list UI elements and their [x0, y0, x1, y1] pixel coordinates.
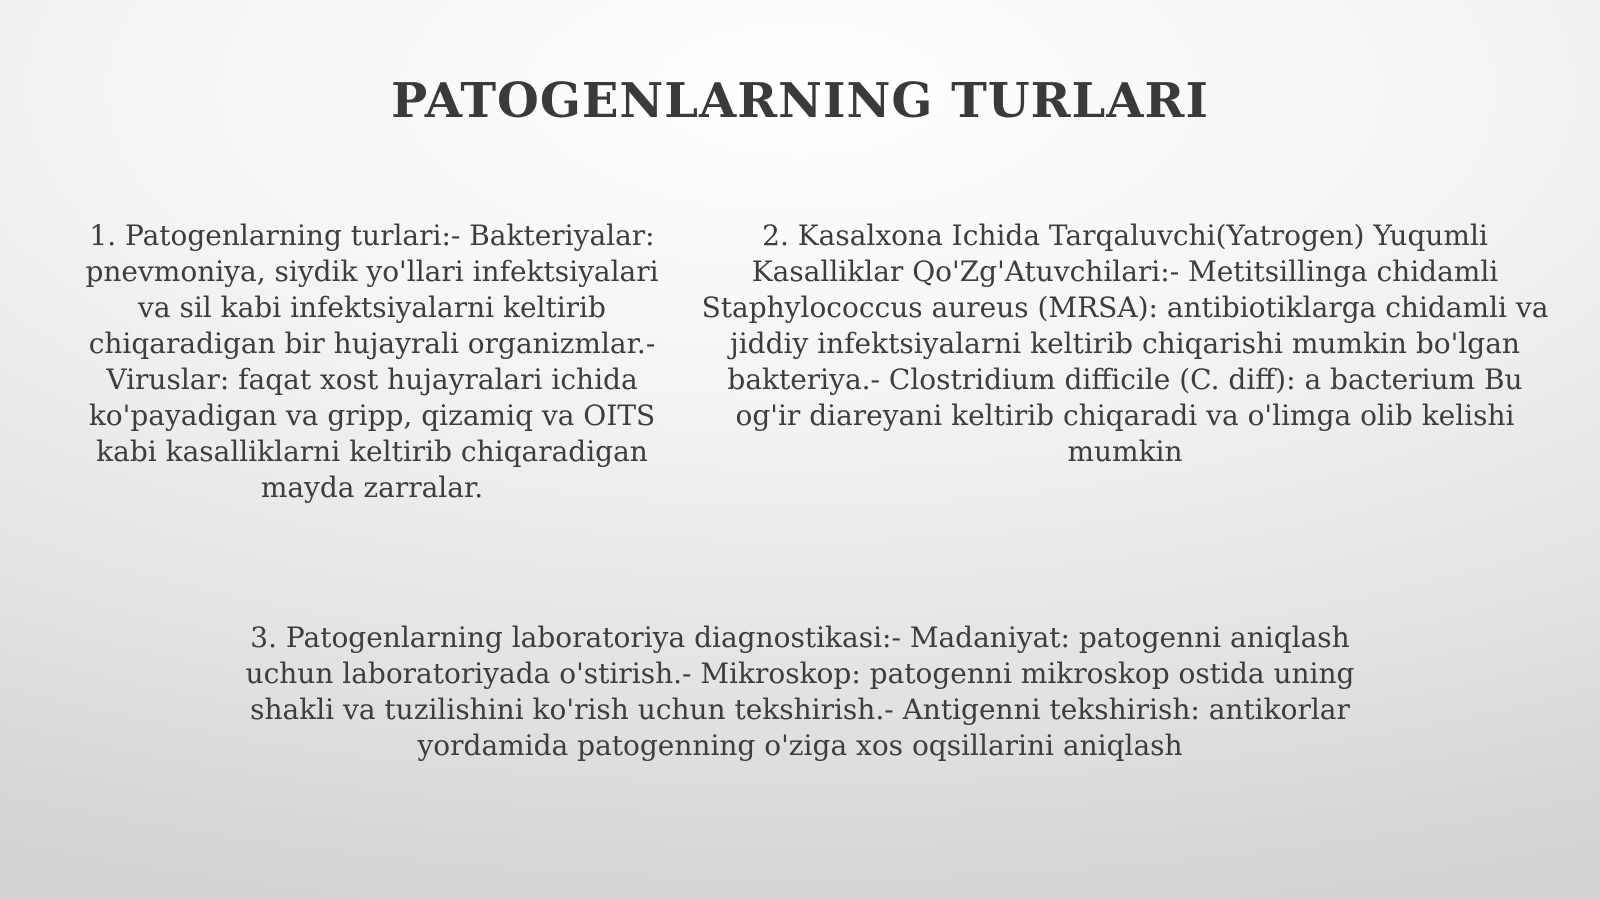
- text-line: Staphylococcus aureus (MRSA): antibiotiklarga chidamli va: [701, 291, 1549, 324]
- text-line: Kasalliklar Qo'Zg'Atuvchilari:- Metitsillinga chidamli: [751, 255, 1499, 288]
- text-line: 3. Patogenlarning laboratoriya diagnostikasi:- Madaniyat: patogenni aniqlash: [250, 621, 1350, 654]
- text-line: shakli va tuzilishini ko'rish uchun tekshirish.- Antigenni tekshirish: antikorlar: [250, 693, 1350, 726]
- text-line: ko'payadigan va gripp, qizamiq va OITS: [88, 399, 656, 432]
- slide-title: PATOGENLARNING TURLARI: [391, 73, 1209, 129]
- text-line: chiqaradigan bir hujayrali organizmlar.-: [88, 327, 656, 360]
- text-block-hospital-infections: [700, 218, 1550, 470]
- text-block-pathogen-types: [72, 218, 672, 506]
- text-line: pnevmoniya, siydik yo'llari infektsiyalari: [85, 255, 659, 288]
- text-line: yordamida patogenning o'ziga xos oqsillarini aniqlash: [417, 729, 1183, 762]
- text-line: 1. Patogenlarning turlari:- Bakteriyalar:: [89, 219, 655, 252]
- text-line: Viruslar: faqat xost hujayralari ichida: [106, 363, 638, 396]
- text-line: kabi kasalliklarni keltirib chiqaradigan: [96, 435, 648, 468]
- text-line: bakteriya.- Clostridium difficile (C. diff): a bacterium Bu: [727, 363, 1523, 396]
- text-line: jiddiy infektsiyalarni keltirib chiqarishi mumkin bo'lgan: [730, 327, 1520, 360]
- text-line: mayda zarralar.: [260, 471, 484, 504]
- text-line: uchun laboratoriyada o'stirish.- Mikroskop: patogenni mikroskop ostida uning: [245, 657, 1355, 690]
- text-block-lab-diagnostics: [220, 620, 1380, 764]
- text-line: mumkin: [1067, 435, 1183, 468]
- text-line: 2. Kasalxona Ichida Tarqaluvchi(Yatrogen) Yuqumli: [762, 219, 1488, 252]
- text-line: va sil kabi infektsiyalarni keltirib: [138, 291, 606, 324]
- text-line: og'ir diareyani keltirib chiqaradi va o'limga olib kelishi: [735, 399, 1515, 432]
